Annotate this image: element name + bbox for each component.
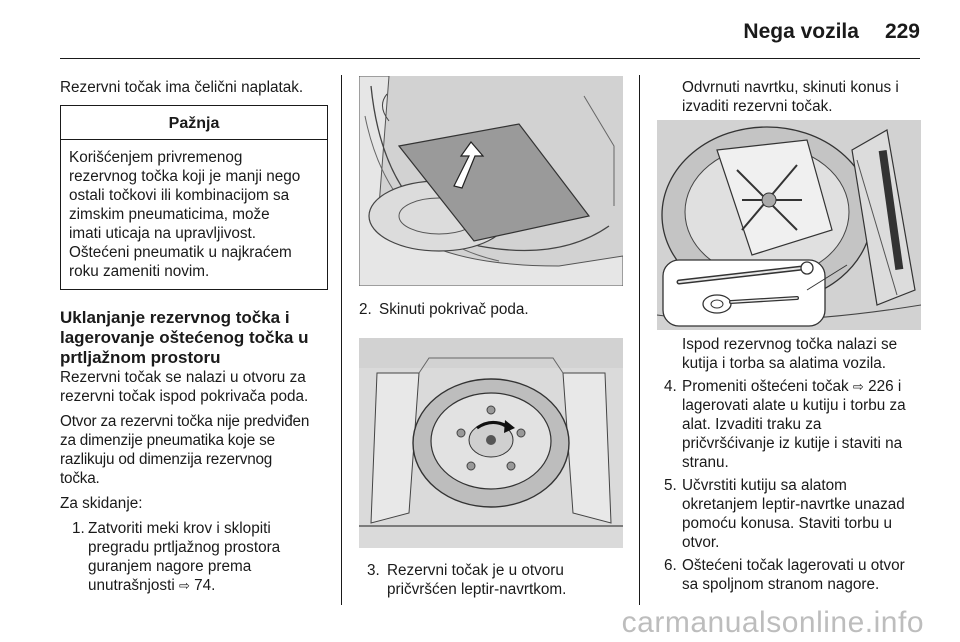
step-text: [682, 556, 924, 594]
text-line: unutrašnjosti: [88, 577, 175, 594]
text-line: okretanjem leptir-navrtke unazad: [682, 496, 905, 513]
step-text: [387, 561, 623, 599]
paragraph-removal: Za skidanje:: [60, 495, 143, 512]
spare-wheel-well-illustration: [359, 338, 623, 548]
text-line: Učvrstiti kutiju sa alatom: [682, 477, 847, 494]
trunk-floor-cover-illustration: [359, 76, 623, 286]
step-5: [656, 476, 924, 552]
step-text: [682, 377, 924, 472]
warning-line: imati uticaja na upravljivost.: [69, 225, 257, 242]
step-3: [359, 561, 623, 599]
illustration-caption: [656, 335, 924, 373]
text-line: kutija i torba sa alatima vozila.: [682, 355, 887, 372]
step-4: [656, 377, 924, 472]
paragraph-dimensions: [60, 412, 328, 488]
chapter-title: Nega vozila: [743, 20, 859, 43]
warning-line: Oštećeni pneumatik u najkraćem: [69, 244, 292, 261]
header-rule: [60, 58, 920, 59]
tool-kit-illustration: [657, 120, 921, 330]
step-number: 4.: [664, 378, 677, 395]
text-line: alat. Izvaditi traku za: [682, 416, 822, 433]
step-1: [60, 519, 328, 595]
text-line: Ispod rezervnog točka nalazi se: [682, 336, 898, 353]
arrow-reference-icon: ⇨: [852, 379, 864, 394]
spare-wheel-drawing: [359, 338, 623, 548]
page-number: 229: [884, 20, 920, 43]
paragraph-location: [60, 368, 328, 406]
warning-line: rezervnog točka koji je manji nego: [69, 168, 301, 185]
continuation-text: [656, 78, 924, 116]
column-2: [359, 76, 623, 599]
column-1: [60, 78, 328, 595]
step-text: Skinuti pokrivač poda.: [379, 301, 529, 318]
text-line: otvor.: [682, 534, 720, 551]
text-line: izvaditi rezervni točak.: [682, 98, 833, 115]
step-text: [682, 476, 924, 552]
column-3: [656, 78, 924, 594]
step-number: 5.: [664, 477, 677, 494]
text-line: stranu.: [682, 454, 729, 471]
step-6: [656, 556, 924, 594]
warning-line: Korišćenjem privremenog: [69, 149, 243, 166]
warning-body: [61, 140, 327, 289]
warning-line: zimskim pneumaticima, može: [69, 206, 270, 223]
section-heading-line: lagerovanje oštećenog točka u: [60, 328, 309, 347]
text-line: lagerovati alate u kutiju i torbu za: [682, 397, 906, 414]
step-number: 1.: [72, 520, 85, 537]
text-line: za dimenzije pneumatika koje se: [60, 432, 275, 449]
arrow-reference-icon: ⇨: [178, 578, 190, 593]
text-line: pregradu prtljažnog prostora: [88, 539, 281, 556]
text-line: rezervni točak ispod pokrivača poda.: [60, 388, 309, 405]
warning-line: roku zameniti novim.: [69, 263, 210, 280]
text-line: pričvršćivanje iz kutije i staviti na: [682, 435, 903, 452]
step-number: 2.: [359, 301, 372, 318]
text-line: razlikuju od dimenzija rezervnog: [60, 451, 273, 468]
page-title: [743, 20, 920, 44]
text-line: sa spoljnom stranom nagore.: [682, 576, 880, 593]
text-line: Promeniti oštećeni točak: [682, 378, 849, 395]
warning-box: [60, 105, 328, 290]
watermark: carmanualsonline.info: [621, 606, 924, 639]
step-number: 6.: [664, 557, 677, 574]
column-divider-2: [639, 75, 640, 605]
text-line: Rezervni točak se nalazi u otvoru za: [60, 369, 306, 386]
column-divider-1: [341, 75, 342, 605]
intro-text: Rezervni točak ima čelični naplatak.: [60, 79, 304, 96]
text-line: guranjem nagore prema: [88, 558, 252, 575]
page-reference: 226 i: [868, 378, 902, 395]
step-text: [88, 519, 328, 595]
warning-line: ostali točkovi ili kombinacijom sa: [69, 187, 290, 204]
text-line: Rezervni točak je u otvoru: [387, 562, 564, 579]
text-line: pričvršćen leptir-navrtkom.: [387, 581, 567, 598]
section-heading-line: Uklanjanje rezervnog točka i: [60, 308, 290, 327]
text-line: Zatvoriti meki krov i sklopiti: [88, 520, 271, 537]
text-line: pomoću konusa. Staviti torbu u: [682, 515, 893, 532]
text-line: Otvor za rezervni točka nije predviđen: [60, 413, 310, 430]
section-heading-line: prtljažnom prostoru: [60, 348, 221, 367]
text-line: točka.: [60, 470, 100, 487]
text-line: Oštećeni točak lagerovati u otvor: [682, 557, 905, 574]
page-reference: 74.: [194, 577, 216, 594]
section-heading: [60, 308, 328, 368]
text-line: Odvrnuti navrtku, skinuti konus i: [682, 79, 899, 96]
warning-heading: Pažnja: [61, 106, 327, 140]
step-number: 3.: [367, 562, 380, 579]
trunk-floor-cover-drawing: [359, 76, 623, 286]
step-2: [359, 300, 623, 319]
tool-kit-drawing: [657, 120, 921, 330]
